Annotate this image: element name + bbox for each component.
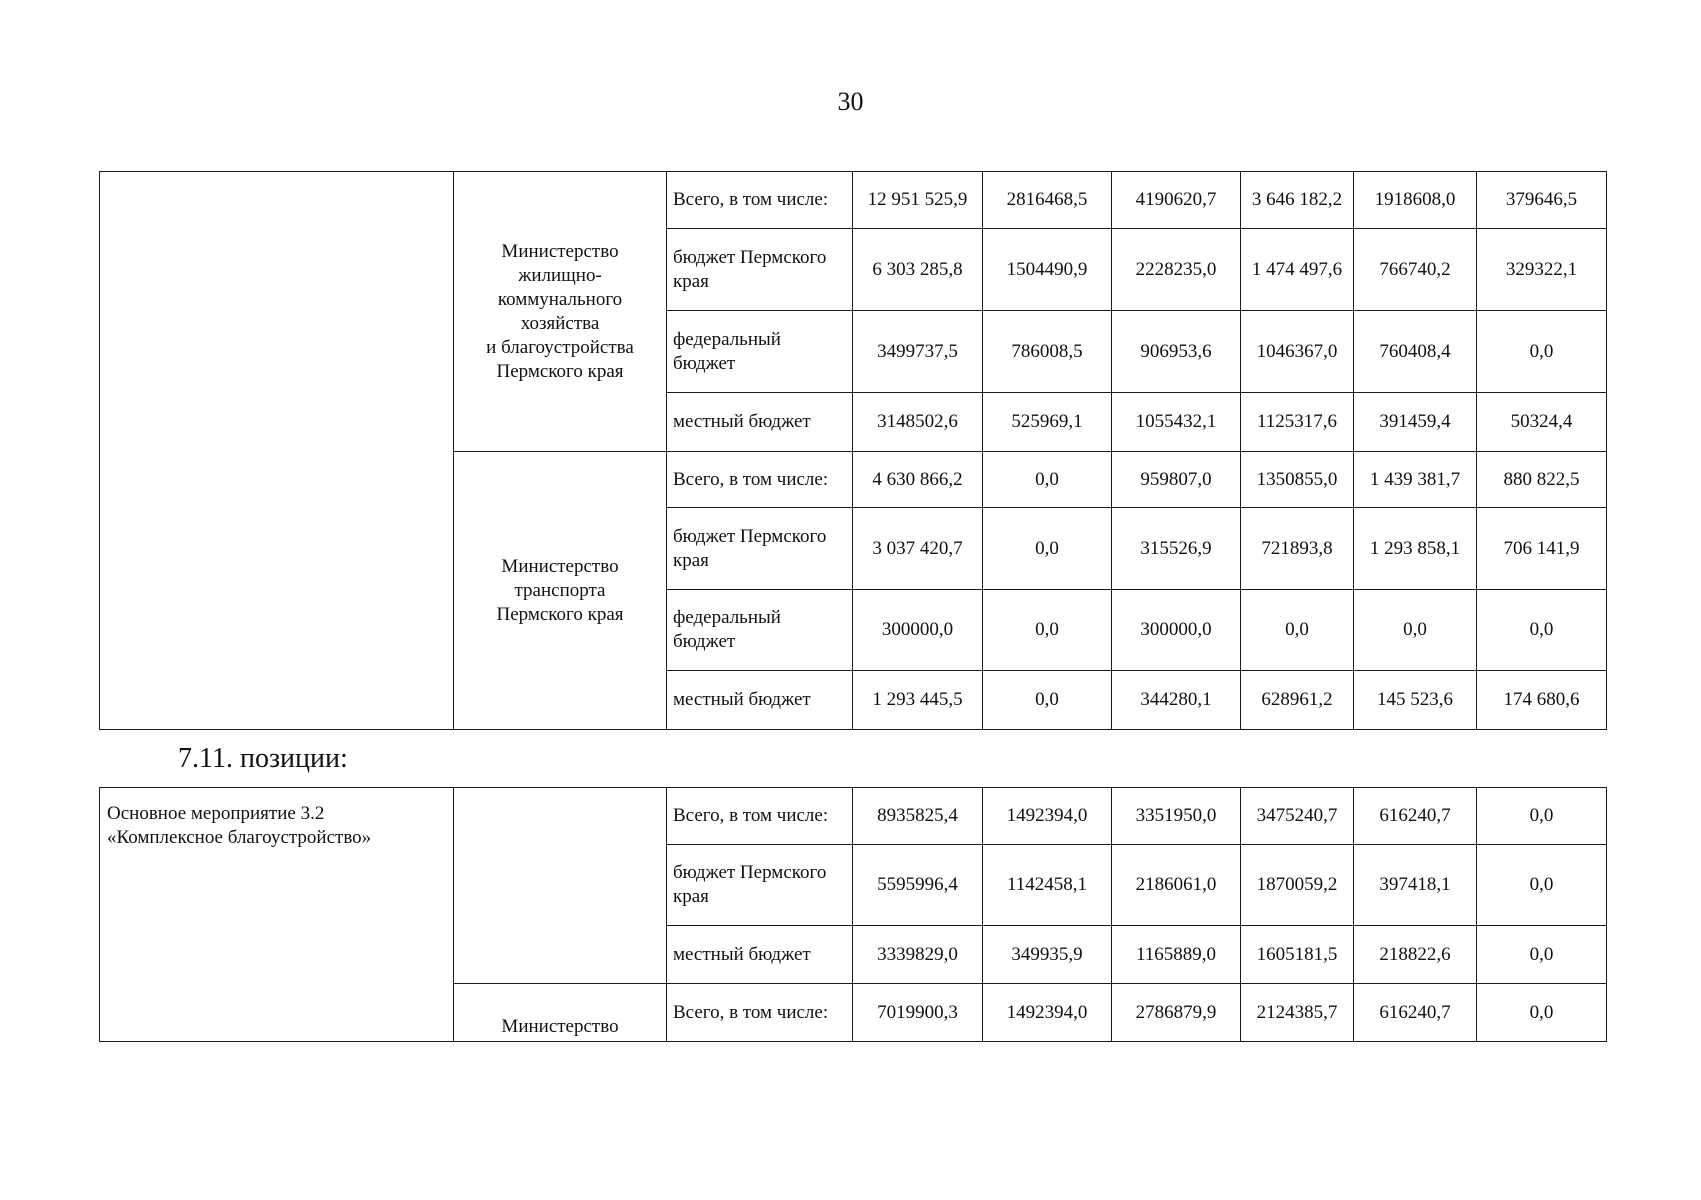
value-cell: 0,0 bbox=[1477, 845, 1607, 926]
page-number: 30 bbox=[837, 87, 864, 116]
activity-line: Основное мероприятие 3.2 bbox=[107, 803, 325, 824]
row-label: Всего, в том числе: bbox=[667, 788, 853, 845]
value-cell: 315526,9 bbox=[1112, 508, 1241, 590]
value-cell: 329322,1 bbox=[1477, 229, 1607, 311]
value-cell: 174 680,6 bbox=[1477, 671, 1607, 730]
table-row bbox=[100, 172, 1607, 229]
org-line: Министерство bbox=[501, 240, 619, 262]
value-cell: 0,0 bbox=[1477, 590, 1607, 671]
value-cell: 959807,0 bbox=[1112, 452, 1241, 508]
value-cell: 721893,8 bbox=[1241, 508, 1354, 590]
value-cell: 3339829,0 bbox=[853, 926, 983, 984]
value-cell: 1055432,1 bbox=[1112, 393, 1241, 452]
value-cell: 2186061,0 bbox=[1112, 845, 1241, 926]
row-label: Всего, в том числе: bbox=[667, 172, 853, 229]
value-cell: 1918608,0 bbox=[1354, 172, 1477, 229]
value-cell: 616240,7 bbox=[1354, 984, 1477, 1042]
org-line: транспорта bbox=[514, 579, 606, 601]
value-cell: 2124385,7 bbox=[1241, 984, 1354, 1042]
value-cell: 3475240,7 bbox=[1241, 788, 1354, 845]
value-cell: 760408,4 bbox=[1354, 311, 1477, 393]
value-cell: 2816468,5 bbox=[983, 172, 1112, 229]
section-heading: 7.11. позиции: bbox=[178, 743, 348, 774]
value-cell: 397418,1 bbox=[1354, 845, 1477, 926]
value-cell: 145 523,6 bbox=[1354, 671, 1477, 730]
value-cell: 4 630 866,2 bbox=[853, 452, 983, 508]
value-cell: 3 646 182,2 bbox=[1241, 172, 1354, 229]
row-label: местный бюджет bbox=[667, 393, 853, 452]
row-label: бюджет Пермского края bbox=[667, 229, 853, 311]
value-cell: 1350855,0 bbox=[1241, 452, 1354, 508]
value-cell: 1 293 858,1 bbox=[1354, 508, 1477, 590]
funding-table-activity bbox=[99, 787, 1607, 1042]
value-cell: 391459,4 bbox=[1354, 393, 1477, 452]
value-cell: 1870059,2 bbox=[1241, 845, 1354, 926]
activity-line: «Комплексное благоустройство» bbox=[107, 827, 372, 848]
row-label: бюджет Пермского края bbox=[667, 508, 853, 590]
value-cell: 12 951 525,9 bbox=[853, 172, 983, 229]
org-line: Министерство bbox=[501, 555, 619, 577]
row-label: Всего, в том числе: bbox=[667, 984, 853, 1042]
org-line: и благоустройства bbox=[486, 336, 634, 358]
value-cell: 3 037 420,7 bbox=[853, 508, 983, 590]
value-cell: 766740,2 bbox=[1354, 229, 1477, 311]
value-cell: 0,0 bbox=[983, 452, 1112, 508]
org-line: жилищно- bbox=[518, 264, 602, 286]
row-label: местный бюджет bbox=[667, 671, 853, 730]
value-cell: 1504490,9 bbox=[983, 229, 1112, 311]
value-cell: 2228235,0 bbox=[1112, 229, 1241, 311]
value-cell: 300000,0 bbox=[1112, 590, 1241, 671]
value-cell: 1046367,0 bbox=[1241, 311, 1354, 393]
value-cell: 906953,6 bbox=[1112, 311, 1241, 393]
value-cell: 0,0 bbox=[1477, 788, 1607, 845]
value-cell: 50324,4 bbox=[1477, 393, 1607, 452]
value-cell: 0,0 bbox=[983, 508, 1112, 590]
value-cell: 4190620,7 bbox=[1112, 172, 1241, 229]
value-cell: 0,0 bbox=[983, 671, 1112, 730]
value-cell: 706 141,9 bbox=[1477, 508, 1607, 590]
org-line: Пермского края bbox=[496, 603, 624, 625]
value-cell: 1125317,6 bbox=[1241, 393, 1354, 452]
table-row bbox=[100, 788, 1607, 845]
value-cell: 3148502,6 bbox=[853, 393, 983, 452]
row-label: федеральный бюджет bbox=[667, 311, 853, 393]
activity-cell bbox=[100, 788, 454, 1042]
row-label: бюджет Пермского края bbox=[667, 845, 853, 926]
value-cell: 2786879,9 bbox=[1112, 984, 1241, 1042]
org-cell-transport-ministry bbox=[454, 452, 667, 730]
value-cell: 218822,6 bbox=[1354, 926, 1477, 984]
value-cell: 7019900,3 bbox=[853, 984, 983, 1042]
value-cell: 3351950,0 bbox=[1112, 788, 1241, 845]
org-cell-housing-ministry bbox=[454, 172, 667, 452]
value-cell: 1142458,1 bbox=[983, 845, 1112, 926]
activity-cell-empty bbox=[100, 172, 454, 730]
row-label: федеральный бюджет bbox=[667, 590, 853, 671]
value-cell: 3499737,5 bbox=[853, 311, 983, 393]
value-cell: 1 439 381,7 bbox=[1354, 452, 1477, 508]
value-cell: 628961,2 bbox=[1241, 671, 1354, 730]
value-cell: 349935,9 bbox=[983, 926, 1112, 984]
value-cell: 1 293 445,5 bbox=[853, 671, 983, 730]
funding-table-continued bbox=[99, 171, 1607, 730]
value-cell: 0,0 bbox=[1241, 590, 1354, 671]
org-line: коммунального bbox=[497, 288, 623, 310]
value-cell: 1492394,0 bbox=[983, 788, 1112, 845]
value-cell: 0,0 bbox=[1477, 311, 1607, 393]
org-line: хозяйства bbox=[520, 312, 600, 334]
value-cell: 0,0 bbox=[1477, 984, 1607, 1042]
value-cell: 786008,5 bbox=[983, 311, 1112, 393]
row-label: Всего, в том числе: bbox=[667, 452, 853, 508]
value-cell: 616240,7 bbox=[1354, 788, 1477, 845]
value-cell: 344280,1 bbox=[1112, 671, 1241, 730]
value-cell: 379646,5 bbox=[1477, 172, 1607, 229]
row-label: местный бюджет bbox=[667, 926, 853, 984]
org-cell-empty bbox=[454, 788, 667, 984]
value-cell: 880 822,5 bbox=[1477, 452, 1607, 508]
value-cell: 5595996,4 bbox=[853, 845, 983, 926]
value-cell: 1605181,5 bbox=[1241, 926, 1354, 984]
value-cell: 0,0 bbox=[1477, 926, 1607, 984]
value-cell: 300000,0 bbox=[853, 590, 983, 671]
value-cell: 6 303 285,8 bbox=[853, 229, 983, 311]
value-cell: 8935825,4 bbox=[853, 788, 983, 845]
value-cell: 0,0 bbox=[983, 590, 1112, 671]
value-cell: 1492394,0 bbox=[983, 984, 1112, 1042]
value-cell: 525969,1 bbox=[983, 393, 1112, 452]
value-cell: 0,0 bbox=[1354, 590, 1477, 671]
org-cell-ministry: Министерство bbox=[454, 984, 667, 1042]
value-cell: 1165889,0 bbox=[1112, 926, 1241, 984]
org-line: Пермского края bbox=[496, 360, 624, 382]
value-cell: 1 474 497,6 bbox=[1241, 229, 1354, 311]
